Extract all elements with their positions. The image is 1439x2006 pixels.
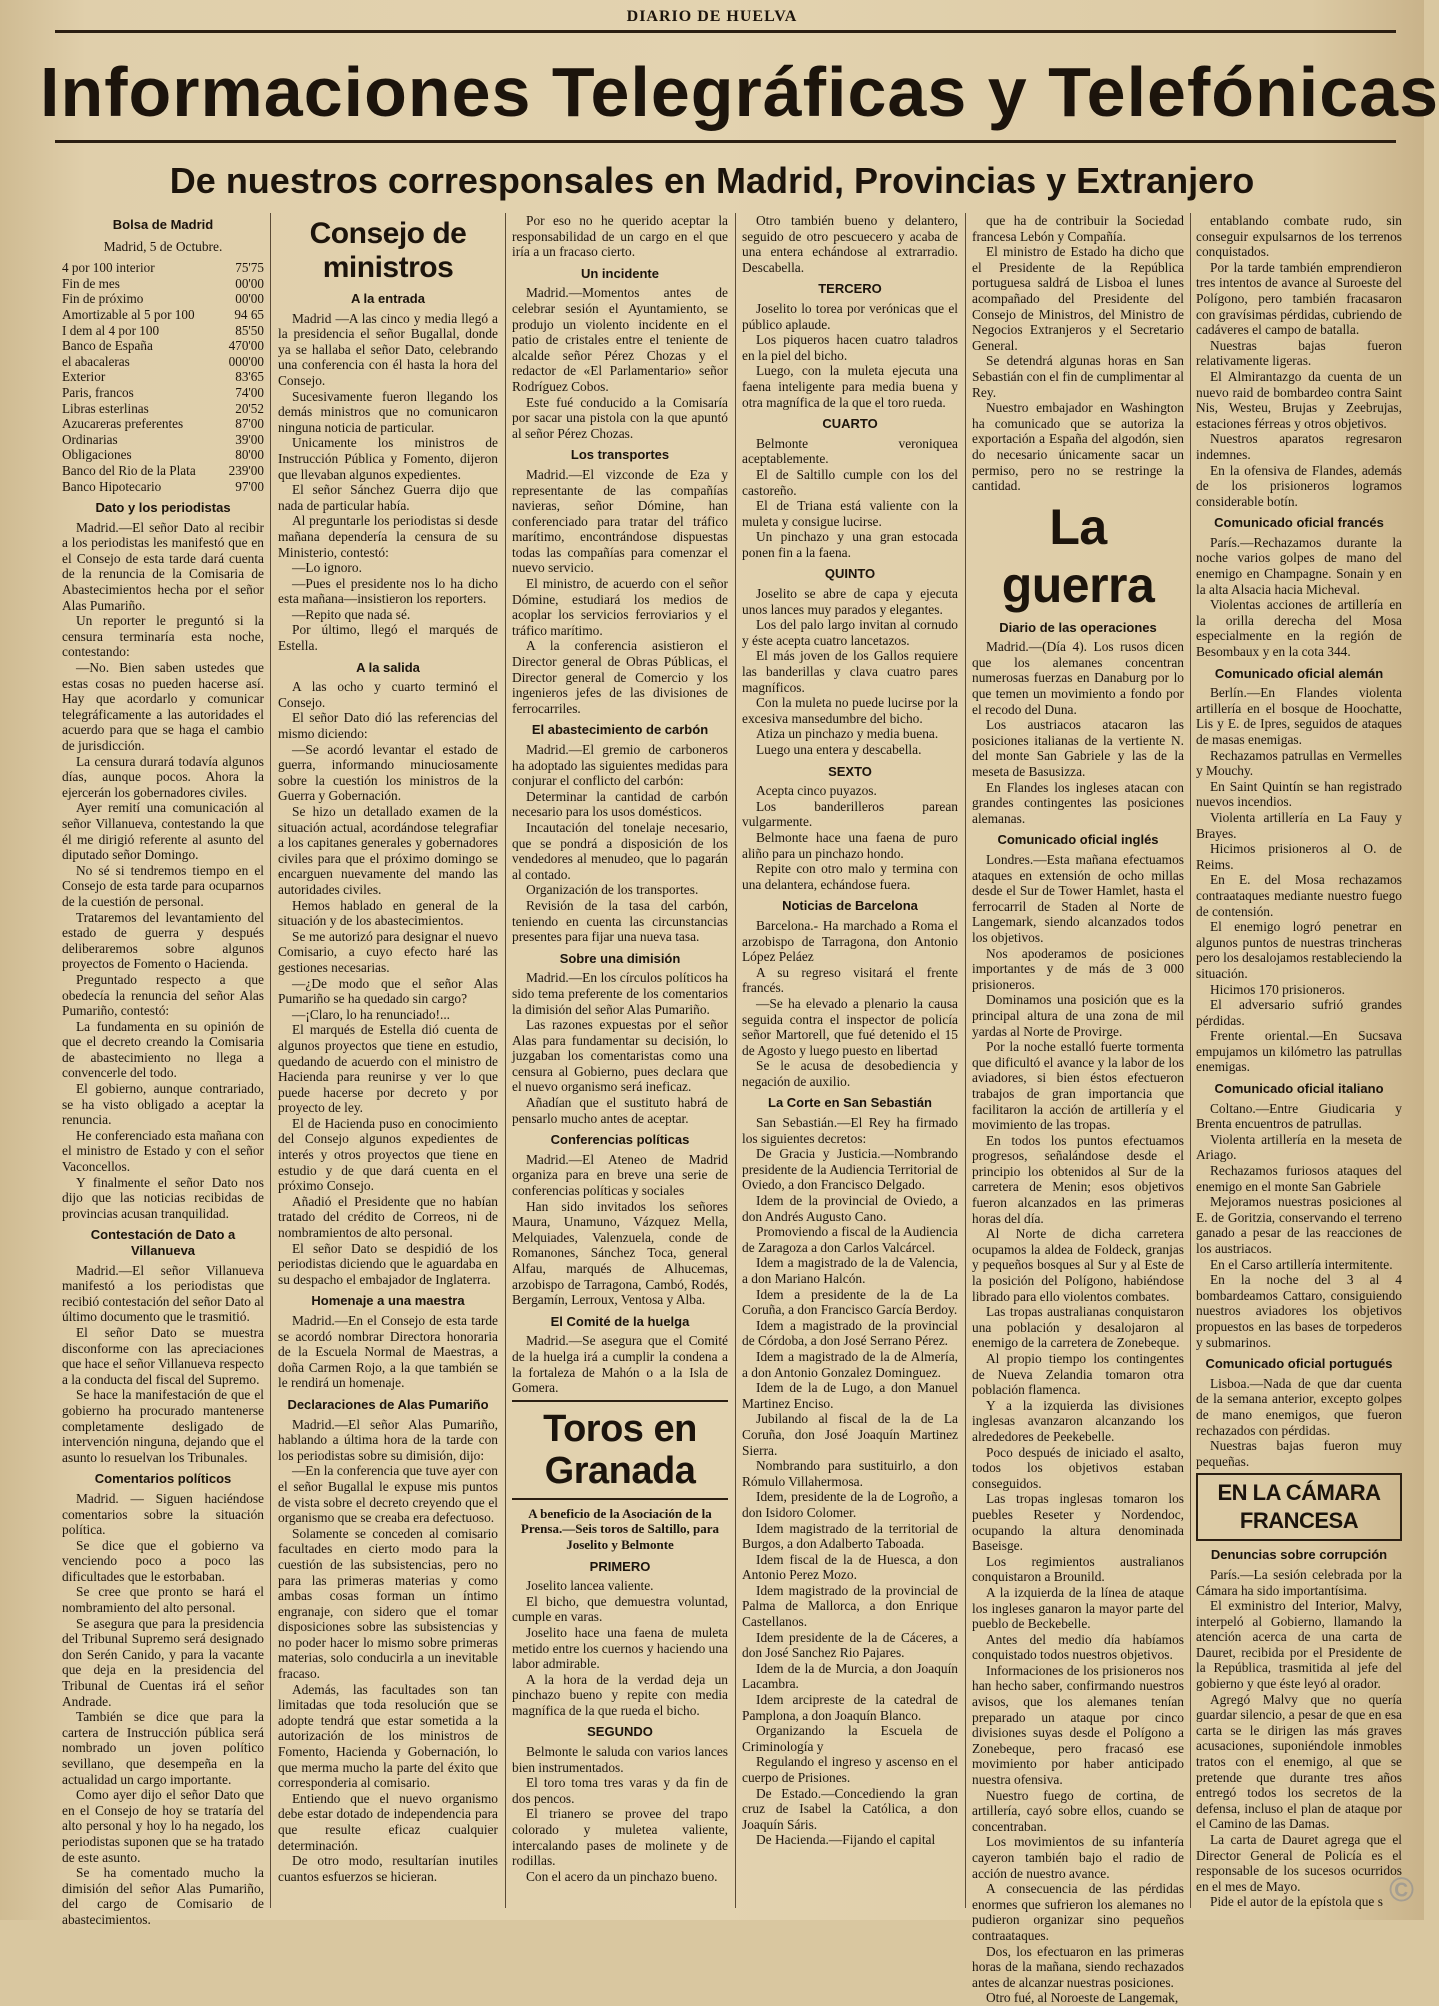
- bolsa-row: [62, 323, 264, 339]
- newspaper-folio: DIARIO DE HUELVA: [626, 8, 798, 25]
- column-rule: [965, 213, 966, 1908]
- article-paragraph: Acepta cinco puyazos.: [756, 783, 877, 799]
- article-paragraph: Madrid.—El señor Dato al recibir a los periodistas les manifestó que en el Consejo de esta tarde dará cuenta de la renuncia de la Comisaria de Abastecimientos hecha por el señor Alas Pumariño.: [62, 519, 264, 613]
- bolsa-label: Libras esterlinas: [62, 400, 149, 416]
- bolsa-row: [62, 447, 264, 463]
- article-paragraph: Se cree que pronto se hará el nombramiento del alto personal.: [62, 1584, 264, 1616]
- bolsa-label: Ordinarias: [62, 431, 118, 447]
- article-paragraph: Violentas acciones de artillería en la orilla derecha del Mosa especialmente en la región de Besombaux y en la cota 344.: [1196, 597, 1402, 660]
- article-paragraph: —En la conferencia que tuve ayer con el señor Bugallal le expuse mis puntos de vista sobre el decreto creyendo que el organismo que se creaba era defectuoso.: [278, 1463, 498, 1526]
- article-paragraph: Añadió el Presidente que no habían tratado del crédito de Correos, ni de nombramientos de alto personal.: [278, 1193, 498, 1241]
- article-paragraph: Belmonte hace una faena de puro aliño para un pinchazo hondo.: [742, 829, 958, 861]
- article-paragraph: El bicho, que demuestra voluntad, cumple en varas.: [512, 1593, 728, 1625]
- section-heading: Comunicado oficial francés: [1214, 515, 1384, 531]
- article-paragraph: Madrid.—El gremio de carboneros ha adoptado las siguientes medidas para conjurar el conflicto del carbón:: [512, 742, 728, 789]
- bolsa-label: Obligaciones: [62, 447, 132, 463]
- article-paragraph: Joselito hace una faena de muleta metido entre los cuernos y haciendo una labor admirable.: [512, 1624, 728, 1672]
- bolsa-row: [62, 479, 264, 495]
- article-paragraph: Idem magistrado de la provincial de Palma de Mallorca, a don Enrique Castellanos.: [742, 1582, 958, 1630]
- article-paragraph: Idem magistrado de la territorial de Burgos, a don Adalberto Taboada.: [742, 1520, 958, 1552]
- article-paragraph: El gobierno, aunque contrariado, se ha visto obligado a aceptar la renuncia.: [62, 1081, 264, 1128]
- article-paragraph: Nos apoderamos de posiciones importantes y de más de 3 000 prisioneros.: [972, 945, 1184, 992]
- article-paragraph: Organizando la Escuela de Criminología y: [742, 1723, 958, 1754]
- article-paragraph: De Estado.—Concediendo la gran cruz de Isabel la Católica, a don Joaquín Sáris.: [742, 1785, 958, 1832]
- article-paragraph: Las tropas inglesas tomaron los puebles Reseter y Nordendoc, ocupando la altura denominada Baseisge.: [972, 1491, 1184, 1554]
- bolsa-label: 4 por 100 interior: [62, 260, 155, 276]
- article-paragraph: Se le acusa de desobediencia y negación de auxilio.: [742, 1058, 958, 1089]
- article-paragraph: Añadían que el sustituto habrá de pensarlo mucho antes de aceptar.: [512, 1095, 728, 1126]
- bolsa-value: 20'52: [235, 400, 264, 416]
- article-paragraph: Lisboa.—Nada de que dar cuenta de la semana anterior, excepto golpes de mano enemigos, que fueron rechazados con pérdidas.: [1196, 1375, 1402, 1438]
- section-heading: Conferencias políticas: [550, 1132, 690, 1148]
- article-paragraph: Regulando el ingreso y ascenso en el cuerpo de Prisiones.: [742, 1754, 958, 1785]
- bolsa-value: 85'50: [235, 322, 264, 338]
- article-paragraph: El de Hacienda puso en conocimiento del Consejo algunos expedientes de interés y otros proyectos que tiene en estudio y de que dará cuenta en el próximo Consejo.: [278, 1115, 498, 1194]
- bolsa-row: [62, 401, 264, 417]
- article-paragraph: Promoviendo a fiscal de la Audiencia de Zaragoza a don Carlos Valcárcel.: [742, 1224, 958, 1255]
- article-paragraph: Idem a magistrado de la de Almería, a don Antonio Gonzalez Dominguez.: [742, 1348, 958, 1380]
- column-2: [278, 213, 498, 1913]
- article-paragraph: —Lo ignoro.: [292, 560, 362, 576]
- article-paragraph: El señor Dato se muestra disconforme con las apreciaciones que hace el señor Villanueva respecto a la conducta del fiscal del Supremo.: [62, 1324, 264, 1387]
- article-paragraph: Un reporter le preguntó si la censura terminaría esta noche, contestando:: [62, 613, 264, 660]
- column-5: [972, 213, 1184, 2006]
- bolsa-date: Madrid, 5 de Octubre.: [103, 238, 223, 254]
- article-title: Toros en Granada: [512, 1400, 728, 1500]
- bolsa-value: 470'00: [228, 338, 264, 354]
- article-paragraph: El ministro de Estado ha dicho que el Presidente de la República portuguesa saldrá de Lisboa el lunes acompañado del Presidente del Consejo de Ministros, del Ministro de Negocios Extranjeros y el Secretario General.: [972, 244, 1184, 353]
- bolsa-label: Banco del Rio de la Plata: [62, 462, 196, 478]
- article-paragraph: Atiza un pinchazo y media buena.: [756, 726, 939, 742]
- article-paragraph: Al Norte de dicha carretera ocupamos la aldea de Foldeck, granjas y pequeños bosques al Sur y al Este de la posición del Polígono, habiéndose librado para ello violentos combates.: [972, 1226, 1184, 1304]
- article-paragraph: París.—La sesión celebrada por la Cámara ha sido importantísima.: [1196, 1566, 1402, 1598]
- article-paragraph: El toro toma tres varas y da fin de dos pencos.: [512, 1775, 728, 1806]
- bolsa-label: Fin de próximo: [62, 291, 144, 307]
- article-paragraph: De Hacienda.—Fijando el capital: [756, 1832, 936, 1848]
- article-paragraph: Los del palo largo invitan al cornudo y éste acepta cuatro lancetazos.: [742, 617, 958, 648]
- section-heading: Noticias de Barcelona: [782, 898, 918, 914]
- article-paragraph: Idem arcipreste de la catedral de Pamplona, a don Joaquín Blanco.: [742, 1692, 958, 1723]
- article-paragraph: Este fué conducido a la Comisaría por sacar una pistola con la que apuntó al señor Pérez Chozas.: [512, 394, 728, 441]
- article-paragraph: —¡Claro, lo ha renunciado!...: [292, 1006, 451, 1022]
- article-paragraph: El exministro del Interior, Malvy, interpeló al Gobierno, llamando la atención acerca de una carta de Dauret, recibida por el Presidente de la República, trasmitida al jefe del gobierno y que éste leyó al orador.: [1196, 1598, 1402, 1692]
- article-paragraph: —No. Bien saben ustedes que estas cosas no pueden hacerse así. Hay que acordarlo y comunicar telegráficamente a las autoridades el acuerdo para que se haga el cambio de jurisdicción.: [62, 660, 264, 753]
- bolsa-label: Banco de España: [62, 338, 153, 354]
- bolsa-label: I dem al 4 por 100: [62, 322, 160, 338]
- bolsa-row: [62, 463, 264, 479]
- article-paragraph: Madrid.—Momentos antes de celebrar sesión el Ayuntamiento, se produjo un violento incidente en el patio de cristales entre el teniente de alcalde señor Pérez Chozas y el redactor de «El Parlamentario» señor Rodríguez Cobos.: [512, 285, 728, 394]
- article-paragraph: En Flandes los ingleses atacan con grandes contingentes las posiciones alemanas.: [972, 779, 1184, 826]
- article-paragraph: En la ofensiva de Flandes, además de los prisioneros logramos considerable botín.: [1196, 462, 1402, 509]
- article-paragraph: Solamente se conceden al comisario facultades en cierto modo para la cuestión de las subsistencias, pero no para las primeras materias y como ambas cosas forman un íntimo engranaje, con sidero que el tomar disposiciones sobre las subsistencias y no poder hacer lo mismo sobre primeras materias, solo conducirla a un inevitable fracaso.: [278, 1525, 498, 1682]
- article-paragraph: También se dice que para la cartera de Instrucción pública será nombrado un joven político sevillano, que desempeña en la actualidad un cargo importante.: [62, 1709, 264, 1787]
- article-paragraph: Mejoramos nuestras posiciones al E. de Goritzia, conservando el terreno ganado a pesar de las reacciones de los austriacos.: [1196, 1194, 1402, 1256]
- section-heading: A la entrada: [351, 291, 425, 306]
- article-paragraph: Violenta artillería en La Fauy y Brayes.: [1196, 809, 1402, 841]
- section-heading: Denuncias sobre corrupción: [1210, 1547, 1388, 1563]
- section-heading: Comunicado oficial italiano: [1214, 1081, 1384, 1097]
- article-title: La guerra: [1001, 498, 1155, 613]
- article-paragraph: Y finalmente el señor Dato nos dijo que las noticias recibidas de provincias acusan tranquilidad.: [62, 1174, 264, 1221]
- article-paragraph: —Pues el presidente nos lo ha dicho esta mañana—insistieron los reporters.: [278, 575, 498, 607]
- bolsa-row: [62, 385, 264, 401]
- page-headline: Informaciones Telegráficas y Telefónicas: [40, 53, 1439, 131]
- bolsa-value: 74'00: [235, 384, 264, 400]
- article-title: Consejo de ministros: [309, 217, 467, 284]
- bolsa-label: Amortizable al 5 por 100: [62, 306, 195, 322]
- article-paragraph: Otro también bueno y delantero, seguido de otro pescuecero y acaba de una entera echándose al extrarradio. Descabella.: [742, 213, 958, 275]
- article-paragraph: —Repito que nada sé.: [292, 606, 411, 622]
- section-heading: PRIMERO: [589, 1558, 651, 1574]
- bolsa-value: 83'65: [235, 369, 264, 385]
- section-heading: QUINTO: [824, 566, 876, 582]
- article-paragraph: Luego, con la muleta ejecuta una faena inteligente para media buena y otra magnífica de la que el toro rueda.: [742, 363, 958, 410]
- article-paragraph: Nuestras bajas fueron muy pequeñas.: [1196, 1438, 1402, 1469]
- article-subtitle: A beneficio de la Asociación de la Prensa.—Seis toros de Saltillo, para Joselito y Belmonte: [520, 1505, 720, 1552]
- article-paragraph: Otro fué, al Noroeste de Langemak,: [986, 1990, 1179, 2006]
- article-paragraph: Idem de la provincial de Oviedo, a don Andrés Augusto Cano.: [742, 1193, 958, 1224]
- section-heading: Comentarios políticos: [94, 1471, 232, 1487]
- article-paragraph: Repite con otro malo y termina con una delantera, echándose fuera.: [742, 861, 958, 892]
- article-paragraph: El señor Sánchez Guerra dijo que nada de particular había.: [278, 482, 498, 513]
- article-paragraph: —Se acordó levantar el estado de guerra, informando minuciosamente sobre la cuestión los ministros de la Guerra y Gobernación.: [278, 741, 498, 804]
- article-paragraph: Joselito se abre de capa y ejecuta unos lances muy parados y elegantes.: [742, 586, 958, 617]
- article-paragraph: La fundamenta en su opinión de que el decreto creando la Comisaria de abastecimiento no llega a convencerle del todo.: [62, 1018, 264, 1081]
- article-paragraph: Madrid.—(Día 4). Los rusos dicen que los alemanes concentran numerosas fuerzas en Danaburg por lo que temen un movimiento a fondo por el recodo del Duna.: [972, 639, 1184, 717]
- article-paragraph: Belmonte veroniquea aceptablemente.: [742, 435, 958, 467]
- article-paragraph: Antes del medio día habíamos conquistado todos nuestros objetivos.: [972, 1631, 1184, 1663]
- article-paragraph: Hicimos 170 prisioneros.: [1210, 981, 1346, 997]
- article-paragraph: Organización de los transportes.: [526, 882, 699, 898]
- column-4: [742, 213, 958, 1913]
- bolsa-row: [62, 338, 264, 354]
- article-paragraph: Madrid.—En los círculos políticos ha sido tema preferente de los comentarios la dimisión del señor Alas Pumariño.: [512, 970, 728, 1017]
- bolsa-label: Exterior: [62, 369, 106, 385]
- bolsa-row: [62, 260, 264, 276]
- article-paragraph: Rechazamos furiosos ataques del enemigo en el monte San Gabriele: [1196, 1163, 1402, 1194]
- column-rule: [1190, 213, 1191, 1908]
- article-paragraph: Se detendrá algunas horas en San Sebastián con el fin de cumplimentar al Rey.: [972, 353, 1184, 400]
- bolsa-label: Fin de mes: [62, 275, 120, 291]
- article-paragraph: Violenta artillería en la meseta de Ariago.: [1196, 1131, 1402, 1163]
- article-paragraph: Belmonte le saluda con varios lances bien instrumentados.: [512, 1744, 728, 1775]
- article-paragraph: El más joven de los Gallos requiere las banderillas y clava cuatro pares magníficos.: [742, 648, 958, 695]
- article-paragraph: Se dice que el gobierno va venciendo poco a poco las dificultades que le estorbaban.: [62, 1537, 264, 1584]
- article-paragraph: entablando combate rudo, sin conseguir expulsarnos de los terrenos conquistados.: [1196, 213, 1402, 260]
- article-paragraph: Frente oriental.—En Sucsava empujamos un kilómetro las patrullas enemigas.: [1196, 1028, 1402, 1075]
- article-paragraph: Se hace la manifestación de que el gobierno ha procurado mantenerse completamente desligado de intervención ninguna, dejando que el asunto lo resuelvan los Tribunales.: [62, 1387, 264, 1465]
- column-rule: [505, 213, 506, 1908]
- bolsa-value: 00'00: [235, 275, 264, 291]
- bolsa-label: el abacaleras: [62, 353, 130, 369]
- article-paragraph: Con la muleta no puede lucirse por la excesiva mansedumbre del bicho.: [742, 695, 958, 726]
- section-heading: El Comité de la huelga: [550, 1313, 690, 1329]
- bolsa-value: 97'00: [235, 478, 264, 494]
- article-paragraph: Poco después de iniciado el asalto, todos los objetivos estaban conseguidos.: [972, 1444, 1184, 1491]
- article-paragraph: De otro modo, resultarían inutiles cuantos esfuerzos se hicieran.: [278, 1853, 498, 1884]
- article-paragraph: Barcelona.- Ha marchado a Roma el arzobispo de Tarragona, don Antonio López Peláez: [742, 917, 958, 965]
- article-paragraph: Luego una entera y descabella.: [756, 742, 922, 757]
- section-heading: Comunicado oficial alemán: [1214, 665, 1384, 681]
- headline-rule: [55, 140, 1396, 143]
- article-paragraph: Ayer remití una comunicación al señor Villanueva, contestando la que él me dirigió referente al asunto del diputado señor Domingo.: [62, 800, 264, 863]
- article-paragraph: Idem presidente de la de Cáceres, a don José Sanchez Rio Pajares.: [742, 1629, 958, 1661]
- article-paragraph: Los regimientos australianos conquistaron a Brounild.: [972, 1553, 1184, 1585]
- article-paragraph: Incautación del tonelaje necesario, que se pondrá a disposición de los vendedores al menudeo, que lo pagarán al contado.: [512, 819, 728, 882]
- section-heading: El abastecimiento de carbón: [531, 722, 709, 738]
- article-paragraph: De Gracia y Justicia.—Nombrando presidente de la Audiencia Territorial de Oviedo, a don Francisco Delgado.: [742, 1146, 958, 1193]
- article-paragraph: Berlín.—En Flandes violenta artillería en el bosque de Hoochatte, Lis y E. de Ipres, seguidos de ataques de masas enemigas.: [1196, 685, 1402, 747]
- article-paragraph: A su regreso visitará el frente francés.: [742, 964, 958, 996]
- section-heading: Diario de las operaciones: [999, 619, 1157, 635]
- article-paragraph: Madrid —A las cinco y media llegó a la presidencia el señor Bugallal, donde ya se hallaba el señor Dato, celebrando una conferencia con él hasta la hora del Consejo.: [278, 310, 498, 388]
- article-paragraph: Se ha comentado mucho la dimisión del señor Alas Pumariño, del cargo de Comisario de abastecimientos.: [62, 1865, 264, 1927]
- article-paragraph: En el Carso artillería intermitente.: [1210, 1256, 1393, 1272]
- article-paragraph: Idem de la de Murcia, a don Joaquín Lacambra.: [742, 1660, 958, 1692]
- article-paragraph: Idem, presidente de la de Logroño, a don Isidoro Colomer.: [742, 1489, 958, 1520]
- article-paragraph: Los piqueros hacen cuatro taladros en la piel del bicho.: [742, 332, 958, 363]
- section-heading: La Corte en San Sebastián: [768, 1095, 932, 1111]
- section-heading: Los transportes: [570, 447, 670, 463]
- article-paragraph: Nombrando para sustituirlo, a don Rómulo Villahermosa.: [742, 1458, 958, 1489]
- article-paragraph: Trataremos del levantamiento del estado de guerra y después deliberaremos sobre algunos proyectos de Fomento o Hacienda.: [62, 909, 264, 972]
- article-paragraph: Informaciones de los prisioneros nos han hecho saber, confirmando nuestros avisos, que los alemanes tenían preparado un ataque por cinco divisiones suyas desde el Polígono a Zonebeque, pero fracasó ese movimiento por haber anticipado nuestra ofensiva.: [972, 1662, 1184, 1788]
- article-paragraph: Idem a magistrado de la de Valencia, a don Mariano Halcón.: [742, 1255, 958, 1286]
- bolsa-table: [62, 260, 264, 494]
- article-paragraph: Madrid.—En el Consejo de esta tarde se acordó nombrar Directora honoraria de la Escuela Normal de Maestras, a doña Carmen Rojo, a la que también se le rendirá un homenaje.: [278, 1313, 498, 1391]
- article-paragraph: Entiendo que el nuevo organismo debe estar dotado de independencia para que resulte eficaz cualquier determinación.: [278, 1790, 498, 1853]
- column-1: [62, 213, 264, 1927]
- article-paragraph: Idem fiscal de la de Huesca, a don Antonio Perez Mozo.: [742, 1551, 958, 1583]
- article-paragraph: Madrid.—El señor Alas Pumariño, hablando a última hora de la tarde con los periodistas sobre su dimisión, dijo:: [278, 1416, 498, 1463]
- article-paragraph: El de Triana está valiente con la muleta y consigue lucirse.: [742, 498, 958, 529]
- article-paragraph: Como ayer dijo el señor Dato que en el Consejo de hoy se trataría del alto personal y hoy lo ha negado, los periodistas suponen que se ha tratado de este asunto.: [62, 1787, 264, 1865]
- bolsa-value: 00'00: [235, 291, 264, 307]
- article-paragraph: Se hizo un detallado examen de la situación actual, acordándose telegrafiar a los capitanes generales y gobernadores civiles para que el próximo domingo se encarguen nuevamente del mando las autoridades civiles.: [278, 804, 498, 897]
- watermark-icon: ©: [1388, 1871, 1414, 1909]
- column-rule: [735, 213, 736, 1908]
- article-paragraph: A la izquierda de la línea de ataque los ingleses ganaron la mayor parte del pueblo de Beckebelle.: [972, 1584, 1184, 1632]
- article-paragraph: Los austriacos atacaron las posiciones italianas de la vertiente N. del monte San Gabriele y las de la meseta de Basusizza.: [972, 717, 1184, 780]
- article-paragraph: La censura durará todavía algunos días, aunque pocos. Ahora la ejercerán los gobernadores civiles.: [62, 753, 264, 800]
- bolsa-value: 239'00: [228, 462, 264, 478]
- article-paragraph: El enemigo logró penetrar en algunos puntos de nuestras trincheras pero los desalojamos restableciendo la situación.: [1196, 919, 1402, 981]
- article-paragraph: Por la tarde también emprendieron tres intentos de avance al Suroeste del Polígono, pero también fracasaron con gravísimas pérdidas, cubriendo de cadáveres el campo de batalla.: [1196, 259, 1402, 338]
- article-title: EN LA CÁMARA FRANCESA: [1196, 1473, 1402, 1541]
- article-paragraph: Nuestro fuego de cortina, de artillería, cayó sobre ellos, cuando se concentraban.: [972, 1787, 1184, 1834]
- article-paragraph: —¿De modo que el señor Alas Pumariño se ha quedado sin cargo?: [278, 975, 498, 1007]
- bolsa-label: Azucareras preferentes: [62, 416, 184, 432]
- section-heading: Un incidente: [580, 265, 659, 281]
- article-paragraph: El ministro, de acuerdo con el señor Dómine, estudiará los medios de acoplar los servicios ferroviarios y el tráfico marítimo.: [512, 576, 728, 638]
- bolsa-value: 39'00: [235, 431, 264, 447]
- bolsa-value: 87'00: [235, 416, 264, 432]
- bolsa-row: [62, 354, 264, 370]
- article-paragraph: En Saint Quintín se han registrado nuevos incendios.: [1196, 778, 1402, 810]
- article-paragraph: En todos los puntos efectuamos progresos, señalándose desde el principio los obtenidos al Sur de la carretera de Menin; esos objetivos fueron alcanzados en las primeras horas del día.: [972, 1132, 1184, 1226]
- article-paragraph: No sé si tendremos tiempo en el Consejo de esta tarde para ocuparnos de la cuestión de personal.: [62, 862, 264, 909]
- article-paragraph: Hicimos prisioneros al O. de Reims.: [1196, 841, 1402, 872]
- article-paragraph: Preguntado respecto a que obedecía la renuncia del señor Alas Pumariño, contestó:: [62, 971, 264, 1019]
- article-paragraph: Madrid. — Siguen haciéndose comentarios sobre la situación política.: [62, 1490, 264, 1538]
- bolsa-row: [62, 276, 264, 292]
- article-paragraph: Nuestro embajador en Washington ha comunicado que se autoriza la exportación a España del algodón, sien do necesario únicamente sacar un permiso, pero no se restringe la cantidad.: [972, 400, 1184, 494]
- article-paragraph: A la hora de la verdad deja un pinchazo bueno y repite con media magnífica de la que rueda el bicho.: [512, 1671, 728, 1718]
- article-paragraph: Madrid.—El vizconde de Eza y representante de las compañías navieras, señor Dómine, han conferenciado para tratar del tráfico marítimo, encontrándose dispuestas todas las compañías para comenzar el nuevo servicio.: [512, 466, 728, 576]
- article-paragraph: Pide el autor de la epístola que s: [1210, 1894, 1383, 1910]
- section-heading: CUARTO: [822, 416, 878, 432]
- bolsa-label: Banco Hipotecario: [62, 478, 162, 494]
- article-paragraph: Las razones expuestas por el señor Alas para fundamentar su decisión, lo juzgaban los comentaristas como una censura al Gobierno, pues declara que el nuevo organismo será ineficaz.: [512, 1017, 728, 1095]
- article-paragraph: Hemos hablado en general de la situación y de los abastecimientos.: [278, 897, 498, 929]
- article-paragraph: Madrid.—Se asegura que el Comité de la huelga irá a cumplir la condena a la fortaleza de Mahón o a la Isla de Gomera.: [512, 1333, 728, 1396]
- article-paragraph: A consecuencia de las pérdidas enormes que sufrieron los alemanes no pudieron organizar sino pequeños contraataques.: [972, 1881, 1184, 1943]
- section-heading: Dato y los periodistas: [95, 500, 231, 516]
- article-paragraph: Dos, los efectuaron en las primeras horas de la mañana, siendo rechazados antes de alcanzar nuestras posiciones.: [972, 1943, 1184, 1990]
- article-paragraph: San Sebastián.—El Rey ha firmado los siguientes decretos:: [742, 1115, 958, 1146]
- section-heading: A la salida: [356, 659, 420, 675]
- bolsa-value: 80'00: [235, 447, 264, 463]
- article-paragraph: que ha de contribuir la Sociedad francesa Lebón y Compañía.: [972, 213, 1184, 244]
- article-paragraph: Las tropas australianas conquistaron una población y desalojaron al enemigo de la carretera de Zonebeque.: [972, 1304, 1184, 1351]
- article-paragraph: Por último, llegó el marqués de Estella.: [278, 622, 498, 654]
- article-paragraph: Londres.—Esta mañana efectuamos ataques en extensión de ocho millas desde el Sur de Tower Hamlet, hasta el ferrocarril de Staden al Norte de Langemark, siendo alcanzados todos los objetivos.: [972, 852, 1184, 945]
- article-paragraph: Han sido invitados los señores Maura, Unamuno, Vázquez Mella, Melquiades, Valenzuela, conde de Romanones, Sánchez Toca, general Alfau, marqués de Alhucemas, arzobispo de Tarragona, Cambó, Rodés, Bergamín, Lerroux, Ventosa y Alba.: [512, 1198, 728, 1308]
- article-paragraph: La carta de Dauret agrega que el Director General de Policía es el responsable de los sucesos ocurridos en el mes de Mayo.: [1196, 1832, 1402, 1894]
- article-paragraph: El de Saltillo cumple con los del castoreño.: [742, 466, 958, 498]
- article-paragraph: Sucesivamente fueron llegando los demás ministros que no comunicaron ninguna noticia de particular.: [278, 388, 498, 435]
- article-paragraph: Un pinchazo y una gran estocada ponen fin a la faena.: [742, 529, 958, 560]
- article-paragraph: Joselito lancea valiente.: [526, 1578, 654, 1594]
- article-paragraph: Al preguntarle los periodistas si desde mañana dependería la censura de su Ministerio, contestó:: [278, 513, 498, 560]
- bolsa-title: Bolsa de Madrid: [112, 217, 214, 232]
- article-paragraph: Por eso no he querido aceptar la responsabilidad de un cargo en el que iría a un fracaso cierto.: [512, 213, 728, 260]
- column-3: [512, 213, 728, 1913]
- section-heading: Declaraciones de Alas Pumariño: [287, 1396, 489, 1412]
- article-paragraph: Con el acero da un pinchazo bueno.: [526, 1868, 718, 1884]
- article-paragraph: —Se ha elevado a plenario la causa seguida contra el inspector de policía señor Martorell, que fué detenido el 15 de Agosto y luego puesto en libertad: [742, 995, 958, 1058]
- article-paragraph: Al propio tiempo los contingentes de Nueva Zelandia tomaron otra población flamenca.: [972, 1351, 1184, 1398]
- article-paragraph: Unicamente los ministros de Instrucción Pública y Fomento, dijeron que llevaban algunos expedientes.: [278, 435, 498, 482]
- section-heading: Contestación de Dato a Villanueva: [90, 1227, 236, 1258]
- section-heading: Sobre una dimisión: [559, 950, 681, 966]
- article-paragraph: Dominamos una posición que es la principal altura de una zona de mil yardas al Norte de Provirge.: [972, 992, 1184, 1039]
- article-paragraph: Nuestros aparatos regresaron indemnes.: [1196, 431, 1402, 462]
- article-paragraph: París.—Rechazamos durante la noche varios golpes de mano del enemigo en Champagne. Sonain y en la alta Alsacia hacia Micheval.: [1196, 534, 1402, 597]
- bolsa-label: Paris, francos: [62, 384, 134, 400]
- article-paragraph: El marqués de Estella dió cuenta de algunos proyectos que tiene en estudio, quedando de acuerdo con el ministro de Hacienda para reunirse y ver lo que puede hacerse por decreto y por proyecto de ley.: [278, 1022, 498, 1116]
- article-paragraph: Nuestras bajas fueron relativamente ligeras.: [1196, 337, 1402, 369]
- article-paragraph: En E. del Mosa rechazamos contraataques mediante nuestro fuego de contensión.: [1196, 872, 1402, 919]
- column-rule: [270, 213, 271, 1908]
- article-paragraph: Coltano.—Entre Giudicaria y Brenta encuentros de patrullas.: [1196, 1100, 1402, 1132]
- section-heading: SEGUNDO: [587, 1724, 653, 1740]
- bolsa-value: 75'75: [235, 260, 264, 276]
- bolsa-row: [62, 307, 264, 323]
- article-paragraph: Idem de la de Lugo, a don Manuel Martinez Enciso.: [742, 1380, 958, 1411]
- bolsa-row: [62, 291, 264, 307]
- article-paragraph: El señor Dato dió las referencias del mismo diciendo:: [278, 710, 498, 742]
- article-paragraph: A las ocho y cuarto terminó el Consejo.: [278, 679, 498, 710]
- column-6: [1196, 213, 1402, 1913]
- bolsa-row: [62, 369, 264, 385]
- article-paragraph: Jubilando al fiscal de la de La Coruña, don José Joaquín Martinez Sierra.: [742, 1411, 958, 1458]
- article-paragraph: Idem a presidente de la de La Coruña, a don Francisco García Berdoy.: [742, 1286, 958, 1318]
- article-paragraph: Además, las facultades son tan limitadas que toda resolución que se adopte tendrá que estar sometida a la autorización de los ministros de Fomento, Hacienda y Gobernación, lo que merma mucho la parte del éxito que corresponderia al comisario.: [278, 1681, 498, 1791]
- article-paragraph: El adversario sufrió grandes pérdidas.: [1196, 997, 1402, 1028]
- article-paragraph: En la noche del 3 al 4 bombardeamos Cattaro, consiguiendo nuestros aviadores los objetivos propuestos en las bases de torpederos y submarinos.: [1196, 1272, 1402, 1350]
- article-paragraph: Los movimientos de su infantería cayeron también bajo el radio de acción de nuestro avance.: [972, 1834, 1184, 1881]
- section-heading: SEXTO: [828, 763, 872, 779]
- article-paragraph: Se asegura que para la presidencia del Tribunal Supremo será designado don Serén Canido, y para la vacante que deja en la presidencia del Tribunal de Cuentas irá el señor Andrade.: [62, 1615, 264, 1709]
- article-paragraph: Determinar la cantidad de carbón necesario para los usos domésticos.: [512, 788, 728, 820]
- article-paragraph: Joselito lo torea por verónicas que el público aplaude.: [742, 300, 958, 332]
- article-paragraph: Agregó Malvy que no quería guardar silencio, a pesar de que en esa carta se le dirigen las más graves acusaciones, suponiéndole inmobles tratos con el enemigo, al que se pretende que durante tres años entregó todos los secretos de la defensa, incluso el plan de ataque por el Camino de las Damas.: [1196, 1691, 1402, 1832]
- article-paragraph: El trianero se provee del trapo colorado y muletea valiente, intercalando pases de molinete y de rodillas.: [512, 1806, 728, 1869]
- bolsa-value: 000'00: [228, 353, 264, 369]
- top-rule: [55, 30, 1396, 33]
- section-heading: TERCERO: [818, 281, 882, 297]
- article-paragraph: Rechazamos patrullas en Vermelles y Mouchy.: [1196, 747, 1402, 779]
- article-paragraph: Por la noche estalló fuerte tormenta que dificultó el avance y la labor de los aviadores, si bien éstos efectueron trabajos de gran importancia que facilitaron la acción de artillería y el movimiento de las tropas.: [972, 1039, 1184, 1133]
- article-paragraph: Y a la izquierda las divisiones inglesas avanzaron alcanzando los alrededores de Peekebelle.: [972, 1397, 1184, 1444]
- bolsa-row: [62, 432, 264, 448]
- article-paragraph: Los banderilleros parean vulgarmente.: [742, 798, 958, 830]
- article-paragraph: Se me autorizó para designar el nuevo Comisario, a cuyo efecto haré las gestiones necesarias.: [278, 928, 498, 975]
- article-paragraph: A la conferencia asistieron el Director general de Obras Públicas, el Director general de Comercio y los ingenieros jefes de las divisiones de ferrocarriles.: [512, 638, 728, 716]
- article-paragraph: El Almirantazgo da cuenta de un nuevo raid de bombardeo contra Saint Nis, Westeu, Brujas y Zeebrujas, estaciones férreas y otros objetivos.: [1196, 368, 1402, 431]
- article-paragraph: Idem a magistrado de la provincial de Córdoba, a don José Serrano Pérez.: [742, 1317, 958, 1349]
- article-paragraph: He conferenciado esta mañana con el ministro de Estado y con el señor Vaconcellos.: [62, 1127, 264, 1175]
- page-subhead: De nuestros corresponsales en Madrid, Provincias y Extranjero: [169, 160, 1255, 201]
- section-heading: Comunicado oficial portugués: [1205, 1356, 1393, 1372]
- article-paragraph: Madrid.—El Ateneo de Madrid organiza para en breve una serie de conferencias políticas y sociales: [512, 1151, 728, 1199]
- bolsa-value: 94 65: [234, 306, 264, 322]
- bolsa-row: [62, 416, 264, 432]
- section-heading: Comunicado oficial inglés: [997, 832, 1159, 848]
- article-paragraph: Revisión de la tasa del carbón, teniendo en cuenta las circunstancias presentes para fijar una nueva tasa.: [512, 897, 728, 945]
- article-paragraph: El señor Dato se despidió de los periodistas diciendo que le aguardaba en su despacho el embajador de Inglaterra.: [278, 1240, 498, 1287]
- article-paragraph: Madrid.—El señor Villanueva manifestó a los periodistas que recibió contestación del señor Dato al último documento que le trasmitió.: [62, 1262, 264, 1325]
- section-heading: Homenaje a una maestra: [311, 1293, 465, 1309]
